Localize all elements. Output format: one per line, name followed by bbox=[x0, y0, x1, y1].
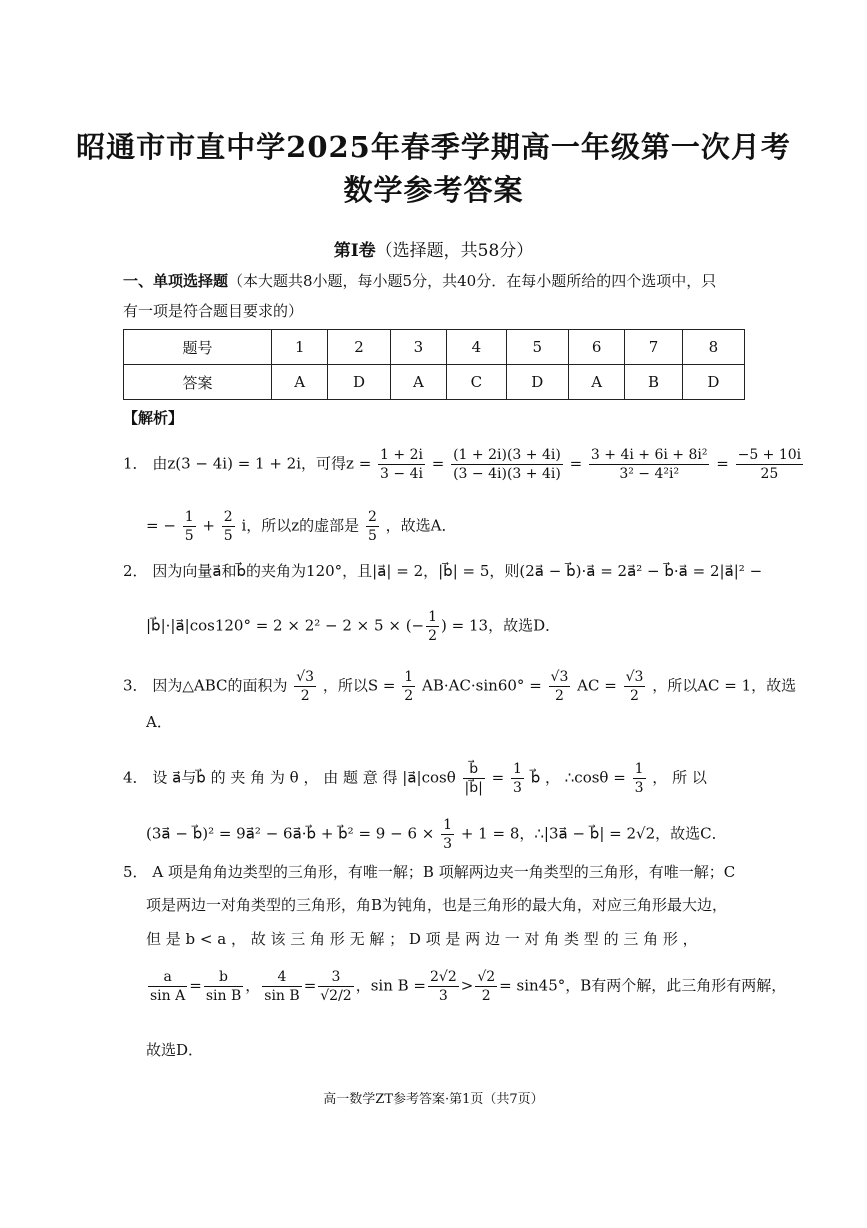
q4-fraction: $\frac{1}{3}$ bbox=[443, 817, 453, 852]
table-cell: D bbox=[328, 365, 390, 400]
table-cell: 4 bbox=[447, 330, 507, 365]
q2-text: 因为向量a⃗和b⃗的夹角为120°，且|a⃗| = 2，|b⃗| = 5，则(2a⃗ − b⃗)·a⃗ = 2a⃗² − b⃗·a⃗ = 2|a⃗|² − bbox=[152, 562, 763, 580]
section-title: 一、单项选择题 bbox=[123, 272, 229, 290]
row-label-answer: 答案 bbox=[124, 365, 272, 400]
q5-line-2: 项是两边一对角类型的三角形，角B为钝角，也是三角形的最大角，对应三角形最大边， bbox=[146, 896, 728, 914]
q3-fraction: $\frac{1}{2}$ bbox=[404, 669, 414, 704]
q2-number: 2． bbox=[123, 562, 148, 580]
q2-line-1 bbox=[123, 561, 762, 581]
page-title: 昭通市市直中学2025年春季学期高一年级第一次月考 bbox=[76, 130, 791, 164]
answer-table bbox=[123, 329, 745, 400]
q3-number: 3． bbox=[123, 676, 148, 695]
part-paren: （选择题，共58分） bbox=[375, 241, 534, 261]
q1-fraction: $\frac{1 + 2i}{3 - 4i}$ bbox=[380, 447, 423, 482]
page-subtitle: 数学参考答案 bbox=[343, 173, 524, 207]
table-cell: 3 bbox=[390, 330, 447, 365]
q2-fraction: $\frac{1}{2}$ bbox=[428, 609, 438, 644]
row-label-number: 题号 bbox=[124, 330, 272, 365]
table-cell: D bbox=[506, 365, 568, 400]
q1-fraction: $\frac{-5 + 10i}{25}$ bbox=[737, 447, 802, 482]
part-heading bbox=[0, 236, 867, 261]
q1-text: 由z(3 − 4i) = 1 + 2i，可得z = bbox=[152, 454, 372, 473]
table-cell: 2 bbox=[328, 330, 390, 365]
q5-line-4: $\frac{a}{\text{sin A}}$ = $\frac{b}{\text{sin B}}$ ， $\frac{4}{\text{sin B}}$ = $\frac{3}{√2/2}$ ，sin B = $\frac{2√2}{3}$ > $\frac{√2}{2}$ = sin45°，B有两个解，此三角形有两解， bbox=[150, 969, 787, 1004]
q5-fraction: $\frac{4}{\text{sin B}}$ bbox=[264, 969, 300, 1004]
section-desc-2: 有一项是符合题目要求的） bbox=[123, 302, 304, 320]
q5-line-1: 5． A 项是角角边类型的三角形，有唯一解；B 项解两边夹一角类型的三角形，有唯一解；C bbox=[123, 863, 736, 881]
q3-fraction: $\frac{√3}{2}$ bbox=[625, 669, 644, 704]
q5-number: 5． bbox=[123, 863, 148, 881]
table-cell: A bbox=[568, 365, 625, 400]
table-cell: 5 bbox=[506, 330, 568, 365]
q1-fraction: $\frac{2}{5}$ bbox=[367, 509, 377, 544]
q4-line-1: 4． 设 a⃗与b⃗ 的 夹 角 为 θ ， 由 题 意 得 |a⃗|cosθ $\frac{b⃗}{|b⃗|}$ = $\frac{1}{3}$ b⃗ ， ∴cosθ = $\frac{1}{3}$ ， 所 以 bbox=[123, 761, 707, 796]
q4-fraction: $\frac{b⃗}{|b⃗|}$ bbox=[464, 761, 483, 796]
section-desc-1: （本大题共8小题，每小题5分，共40分．在每小题所给的四个选项中，只 bbox=[228, 272, 717, 290]
q3-line-1: 3． 因为△ABC的面积为 $\frac{√3}{2}$ ，所以S = $\frac{1}{2}$ AB·AC·sin60° = $\frac{√3}{2}$ AC = $\frac{√3}{2}$ ，所以AC = 1，故选 bbox=[123, 669, 797, 704]
table-row-numbers bbox=[124, 330, 745, 365]
q1-fraction: $\frac{(1 + 2i)(3 + 4i)}{(3 - 4i)(3 + 4i)}$ bbox=[453, 447, 561, 482]
q5-fraction: $\frac{3}{√2/2}$ bbox=[320, 969, 352, 1004]
analysis-label: 【解析】 bbox=[123, 409, 184, 427]
table-cell: D bbox=[682, 365, 744, 400]
q3-fraction: $\frac{√3}{2}$ bbox=[296, 669, 315, 704]
q3-line-2: A． bbox=[146, 713, 172, 731]
table-cell: 7 bbox=[625, 330, 682, 365]
table-row-answers bbox=[124, 365, 745, 400]
q5-fraction: $\frac{a}{\text{sin A}}$ bbox=[150, 969, 186, 1004]
q1-fraction: $\frac{1}{5}$ bbox=[184, 509, 194, 544]
q5-fraction: $\frac{√2}{2}$ bbox=[477, 969, 496, 1004]
table-cell: A bbox=[390, 365, 447, 400]
q1-number: 1． bbox=[123, 454, 148, 473]
q3-fraction: $\frac{√3}{2}$ bbox=[550, 669, 569, 704]
q5-line-5: 故选D． bbox=[146, 1041, 204, 1059]
q4-number: 4． bbox=[123, 768, 148, 787]
q1-line-2: = − $\frac{1}{5}$ + $\frac{2}{5}$ i，所以z的虚部是 $\frac{2}{5}$ ，故选A． bbox=[146, 509, 457, 544]
q5-line-3: 但 是 b < a ， 故 该 三 角 形 无 解 ； D 项 是 两 边 一 对 角 类 型 的 三 角 形 ， bbox=[146, 930, 698, 948]
part-label: 第Ⅰ卷 bbox=[333, 241, 376, 261]
table-cell: 8 bbox=[682, 330, 744, 365]
q5-fraction: $\frac{b}{\text{sin B}}$ bbox=[205, 969, 242, 1004]
q1-line-1: 1． 由z(3 − 4i) = 1 + 2i，可得z = $\frac{1 + 2i}{3 - 4i}$ = $\frac{(1 + 2i)(3 + 4i)}{(3 - 4i)(3 + 4i)}$ = $\frac{\text{3 + 4i + 6i + 8i²}}{\text{3² − 4²i²}}$ = $\frac{-5 + 10i}{25}$ bbox=[123, 447, 802, 482]
q1-fraction: $\frac{2}{5}$ bbox=[223, 509, 233, 544]
table-cell: B bbox=[625, 365, 682, 400]
q1-fraction: $\frac{\text{3 + 4i + 6i + 8i²}}{\text{3² − 4²i²}}$ bbox=[590, 447, 708, 482]
page-footer: 高一数学ZT参考答案·第1页（共7页） bbox=[323, 1092, 544, 1107]
table-cell: C bbox=[447, 365, 507, 400]
section-heading bbox=[123, 266, 745, 326]
q2-line-2: |b⃗|·|a⃗|cos120° = 2 × 2² − 2 × 5 × (− $\frac{1}{2}$ ) = 13，故选D． bbox=[146, 609, 561, 644]
table-cell: 6 bbox=[568, 330, 625, 365]
table-cell: A bbox=[271, 365, 328, 400]
q4-fraction: $\frac{1}{3}$ bbox=[634, 761, 644, 796]
q5-fraction: $\frac{2√2}{3}$ bbox=[430, 969, 457, 1004]
q4-line-2: (3a⃗ − b⃗)² = 9a⃗² − 6a⃗·b⃗ + b⃗² = 9 − 6 × $\frac{1}{3}$ + 1 = 8，∴|3a⃗ − b⃗| = 2√2，故选C． bbox=[146, 817, 727, 852]
q4-fraction: $\frac{1}{3}$ bbox=[513, 761, 522, 796]
table-cell: 1 bbox=[271, 330, 328, 365]
